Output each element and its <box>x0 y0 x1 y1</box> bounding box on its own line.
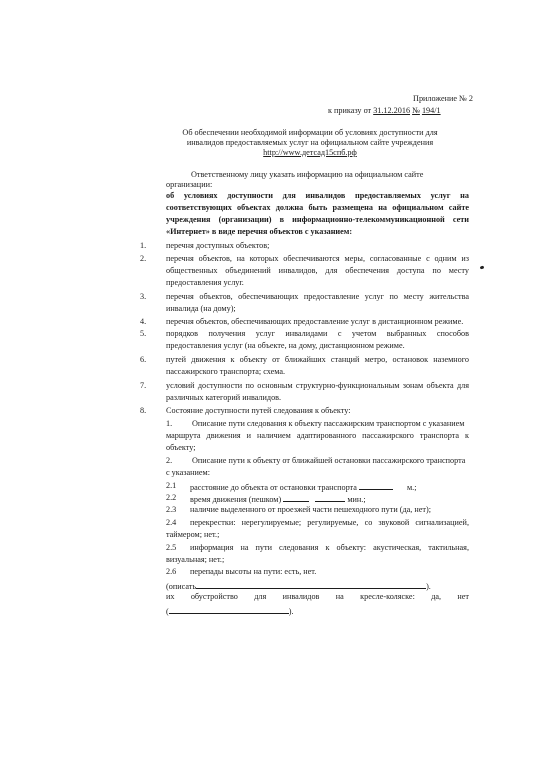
bold-line-2: соответствующих объектах должна быть размещена на официальном сайте <box>166 203 469 212</box>
sub-2-line-2: с указанием: <box>166 468 210 477</box>
sub-1-num: 1. <box>166 419 173 428</box>
bold-line-4: «Интернет» в виде перечня объектов с указанием: <box>166 227 353 236</box>
bold-line-3: учреждения (организации) в информационно-телекоммуникационной сети <box>166 215 469 224</box>
sub-2-5-line-2: визуальная; нет.; <box>166 555 225 564</box>
wheelchair-row <box>166 605 294 617</box>
distance-blank[interactable] <box>359 481 393 490</box>
describe-close: ). <box>426 582 431 591</box>
sub-1-line-3: объекту; <box>166 443 196 452</box>
wheelchair-close: ). <box>288 607 294 616</box>
sub-2-3-text: наличие выделенного от проезжей части пешеходного пути (да, нет); <box>190 505 431 514</box>
item-6-line-2: пассажирского транспорта; схема. <box>166 367 286 376</box>
sub-2-4-line-1: перекрестки: нерегулируемые; регулируемые, со звуковой сигнализацией, <box>190 518 469 527</box>
item-7-line-2: различных категорий инвалидов. <box>166 393 282 402</box>
wheelchair-open: ( <box>166 607 169 616</box>
title-line-2: инвалидов предоставляемых услуг на официальном сайте учреждения <box>186 138 434 147</box>
intro-line-1: Ответственному лицу указать информацию на официальном сайте <box>191 170 424 179</box>
sub-2-1-row <box>190 481 416 493</box>
describe-open: (описать <box>166 582 197 591</box>
sub-2-4-line-2: таймером; нет.; <box>166 530 220 539</box>
item-3-line-2: инвалида (на дому); <box>166 304 236 313</box>
time-blank-2[interactable] <box>315 493 345 502</box>
sub-2-1-num: 2.1 <box>166 481 177 490</box>
item-6-num: 6. <box>140 355 147 364</box>
item-2-num: 2. <box>140 254 147 263</box>
title-line-1: Об обеспечении необходимой информации об условиях доступности для <box>182 128 438 137</box>
wheelchair-blank[interactable] <box>169 605 289 614</box>
item-2-line-2: общественных объединений инвалидов, для обеспечения доступа по месту <box>166 266 469 275</box>
item-6-line-1: путей движения к объекту от ближайших станций метро, остановок наземного <box>166 355 469 364</box>
sub-2-5-line-1: информация на пути следования к объекту: акустическая, тактильная, <box>190 543 469 552</box>
order-reference <box>328 106 441 116</box>
sub-2-1-text: расстояние до объекта от остановки транспорта <box>190 483 357 492</box>
sub-2-2-text: время движения (пешком) <box>190 495 282 504</box>
item-2-line-1: перечня объектов, на которых обеспечиваются меры, согласованные с одним из <box>166 254 469 263</box>
sub-2-3-num: 2.3 <box>166 505 177 514</box>
item-5-num: 5. <box>140 329 147 338</box>
sub-2-5-num: 2.5 <box>166 543 177 552</box>
sub-2-line-1: Описание пути к объекту от ближайшей остановки пассажирского транспорта <box>192 456 466 465</box>
sub-2-6-num: 2.6 <box>166 567 177 576</box>
item-8-num: 8. <box>140 406 147 415</box>
bold-line-1: об условиях доступности для инвалидов предоставляемых услуг на <box>166 191 469 200</box>
item-7-num: 7. <box>140 381 147 390</box>
item-5-line-1: порядков получения услуг инвалидами с учетом выбранных способов <box>166 329 469 338</box>
order-number: 194/1 <box>421 106 441 115</box>
order-number-label: № <box>412 106 420 115</box>
item-4-num: 4. <box>140 317 147 326</box>
sub-2-2-suffix: мин.; <box>347 495 366 504</box>
item-3-num: 3. <box>140 292 147 301</box>
sub-2-2-num: 2.2 <box>166 493 177 502</box>
wheelchair-line: их обустройство для инвалидов на кресле-коляске: да, нет <box>166 592 469 601</box>
title-url[interactable]: http://www.детсад15спб.рф <box>263 148 357 157</box>
order-prefix: к приказу от <box>328 106 372 115</box>
describe-row <box>166 580 431 592</box>
sub-1-line-1: Описание пути следования к объекту пассажирским транспортом с указанием <box>192 419 465 428</box>
item-4-text: перечня объектов, обеспечивающих предоставление услуг в дистанционном режиме. <box>166 317 464 326</box>
order-date: 31.12.2016 <box>373 106 411 115</box>
sub-2-2-row <box>190 493 366 505</box>
time-blank-1[interactable] <box>283 493 309 502</box>
item-3-line-1: перечня объектов, обеспечивающих предоставление услуг по месту жительства <box>166 292 469 301</box>
sub-2-6-text: перепады высоты на пути: есть, нет. <box>190 567 317 576</box>
item-7-line-1: условий доступности по основным структурно-функциональным зонам объекта для <box>166 381 469 390</box>
sub-2-num: 2. <box>166 456 173 465</box>
item-1-text: перечня доступных объектов; <box>166 241 270 250</box>
describe-blank[interactable] <box>196 580 426 589</box>
margin-mark <box>480 265 485 269</box>
intro-line-2: организации: <box>166 180 213 189</box>
item-5-line-2: предоставления услуг (на объекте, на дому, дистанционном режиме. <box>166 341 405 350</box>
appendix-label: Приложение № 2 <box>413 94 473 103</box>
item-8-text: Состояние доступности путей следования к объекту: <box>166 406 351 415</box>
sub-2-1-suffix: м.; <box>406 483 417 492</box>
sub-1-line-2: маршрута движения и наличием адаптированного пассажирского транспорта к <box>166 431 469 440</box>
sub-2-4-num: 2.4 <box>166 518 177 527</box>
item-2-line-3: предоставления услуг. <box>166 278 244 287</box>
item-1-num: 1. <box>140 241 147 250</box>
